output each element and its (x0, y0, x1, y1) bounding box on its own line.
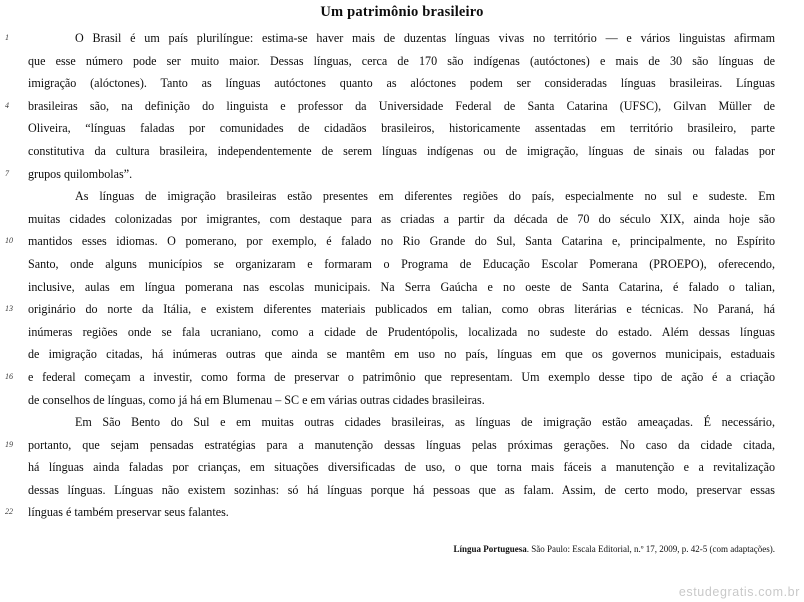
line-number: 13 (5, 304, 13, 314)
text-line: inclusive, aulas em língua pomerana nas escolas municipais. Na Serra Gaúcha e no oeste de Santa Catarina, é falado o talian, (28, 279, 775, 294)
text-line: de imigração citadas, há inúmeras outras que ainda se mantêm em uso no país, línguas em que os governos municipais, estaduais (28, 347, 775, 362)
text-line: 19 portanto, que sejam pensadas estratégias para a manutenção dessas línguas pelas próximas gerações. No caso da cidade citada, (28, 434, 775, 457)
citation-source: Língua Portuguesa (453, 544, 527, 554)
text-line: 13 originário do norte da Itália, e existem diferentes materiais publicados em talian, como obras literárias e técnicas. No Paraná, há (28, 298, 775, 321)
text-line: há línguas ainda faladas por crianças, em situações diversificadas de uso, o que torna mais fáceis a manutenção e a revitalização (28, 460, 775, 475)
text-line: que esse número pode ser muito maior. Dessas línguas, cerca de 170 são indígenas (autóctones) e mais de 30 são línguas de (28, 53, 775, 68)
text-line: muitas cidades colonizadas por imigrantes, com destaque para as criadas a partir da década de 70 do século XIX, ainda hoje são (28, 211, 775, 226)
text-line: 10 mantidos esses idiomas. O pomerano, por exemplo, é falado no Rio Grande do Sul, Santa Catarina e, principalmente, no Espírito (28, 230, 775, 253)
line-number: 16 (5, 371, 13, 381)
citation (454, 544, 776, 554)
text-line: constitutiva da cultura brasileira, independentemente de serem línguas indígenas ou de imigração, línguas de sinais ou faladas por (28, 143, 775, 158)
text-line: Oliveira, “línguas faladas por comunidades de cidadãos brasileiros, historicamente assentadas em território brasileiro, parte (28, 121, 775, 136)
line-number: 19 (5, 439, 13, 449)
text-line: inúmeras regiões onde se fala ucraniano, como a cidade de Prudentópolis, localizada no sudeste do estado. Além dessas línguas (28, 324, 775, 339)
line-number: 10 (5, 236, 13, 246)
text-line: As línguas de imigração brasileiras estão presentes em diferentes regiões do país, especialmente no sul e sudeste. Em (75, 189, 775, 204)
text-line: dessas línguas. Línguas não existem sozinhas: só há línguas porque há pessoas que as falam. Assim, de certo modo, preservar essas (28, 482, 775, 497)
text-line: imigração (alóctones). Tanto as línguas autóctones quanto as alóctones podem ser consideradas línguas brasileiras. Línguas (28, 76, 775, 91)
line-number: 4 (5, 100, 9, 110)
text-block (5, 27, 775, 524)
text-line: 4 brasileiras são, na definição do linguista e professor da Universidade Federal de Santa Catarina (UFSC), Gilvan Müller de (28, 95, 775, 118)
text-line: Em São Bento do Sul e em muitas outras cidades brasileiras, as línguas de imigração estão ameaçadas. É necessário, (75, 415, 775, 430)
watermark: estudegratis.com.br (678, 585, 800, 599)
line-number: 7 (5, 168, 9, 178)
text-line: de conselhos de línguas, como já há em Blumenau – SC e em várias outras cidades brasileiras. (28, 392, 485, 407)
line-number: 1 (5, 33, 9, 42)
text-line: Santo, onde alguns municípios se organizaram e formaram o Programa de Educação Escolar Pomerana (PROEPO), oferecendo, (28, 256, 775, 271)
text-line: 1 O Brasil é um país plurilíngue: estima-se haver mais de duzentas línguas vivas no território — e vários linguistas afirmam (28, 27, 775, 50)
text-line: 16 e federal começam a investir, como forma de preservar o patrimônio que representam. Um exemplo desse tipo de ação é a criação (28, 366, 775, 389)
line-number: 22 (5, 507, 13, 517)
page-title: Um patrimônio brasileiro (320, 4, 484, 20)
citation-details: . São Paulo: Escala Editorial, n.º 17, 2009, p. 42-5 (com adaptações). (526, 544, 775, 554)
text-line: 7 grupos quilombolas”. (28, 163, 775, 186)
text-line: 22 línguas é também preservar seus falantes. (28, 501, 775, 524)
